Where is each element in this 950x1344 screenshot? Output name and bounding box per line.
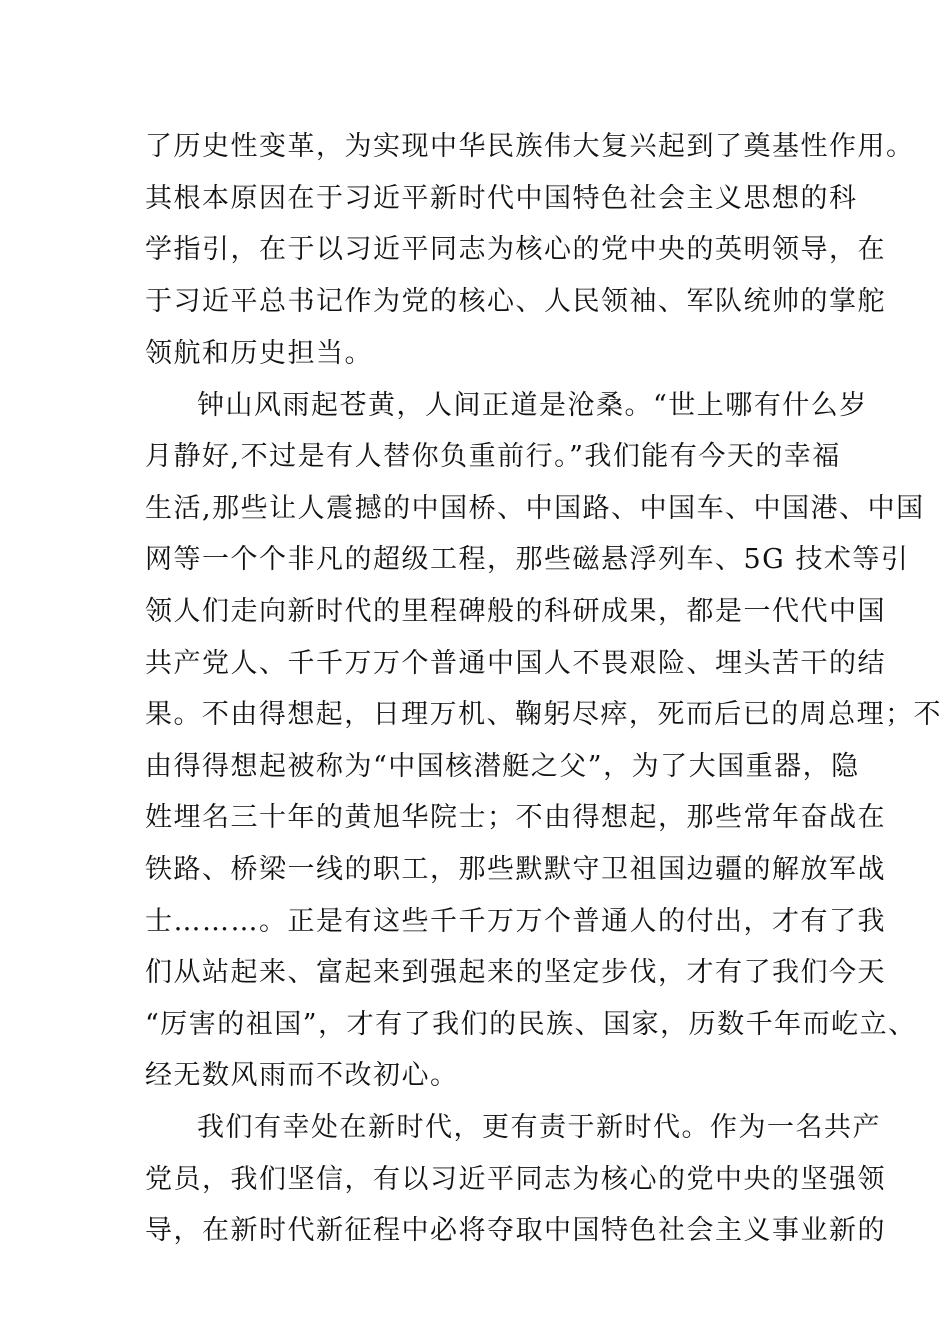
paragraph-start-line: 钟山风雨起苍黄，人间正道是沧桑。“世上哪有什么岁	[197, 390, 868, 421]
text-line: 了历史性变革，为实现中华民族伟大复兴起到了奠基性作用。	[145, 131, 915, 162]
text-line: “厉害的祖国”，才有了我们的民族、国家，历数千年而屹立、	[145, 1009, 917, 1040]
text-line: 生活,那些让人震撼的中国桥、中国路、中国车、中国港、中国	[145, 493, 925, 524]
text-line: 由得得想起被称为“中国核潜艇之父”，为了大国重器，隐	[145, 751, 860, 782]
text-line: 其根本原因在于习近平新时代中国特色社会主义思想的科	[145, 183, 858, 214]
text-line: 党员，我们坚信，有以习近平同志为核心的党中央的坚强领	[145, 1164, 886, 1195]
text-line: 领人们走向新时代的里程碑般的科研成果，都是一代代中国	[145, 596, 886, 627]
text-line: 学指引，在于以习近平同志为核心的党中央的英明领导，在	[145, 234, 886, 265]
text-line: 经无数风雨而不改初心。	[145, 1060, 459, 1091]
text-line: 于习近平总书记作为党的核心、人民领袖、军队统帅的掌舵	[145, 286, 886, 317]
text-line: 士………。正是有这些千千万万个普通人的付出，才有了我	[145, 906, 886, 937]
text-line: 果。不由得想起，日理万机、鞠躬尽瘁，死而后已的周总理；不	[145, 699, 942, 730]
text-line: 领航和历史担当。	[145, 338, 373, 369]
text-line: 姓埋名三十年的黄旭华院士；不由得想起，那些常年奋战在	[145, 802, 886, 833]
paragraph-start-line: 我们有幸处在新时代，更有责于新时代。作为一名共产	[197, 1112, 881, 1143]
text-line: 共产党人、千千万万个普通中国人不畏艰险、埋头苦干的结	[145, 648, 886, 679]
text-line: 铁路、桥梁一线的职工，那些默默守卫祖国边疆的解放军战	[145, 854, 886, 885]
text-line: 月静好,不过是有人替你负重前行。”我们能有今天的幸福	[145, 441, 841, 472]
text-line: 导，在新时代新征程中必将夺取中国特色社会主义事业新的	[145, 1215, 886, 1246]
text-line: 网等一个个非凡的超级工程，那些磁悬浮列车、5G 技术等引	[145, 544, 910, 575]
text-line: 们从站起来、富起来到强起来的坚定步伐，才有了我们今天	[145, 957, 886, 988]
